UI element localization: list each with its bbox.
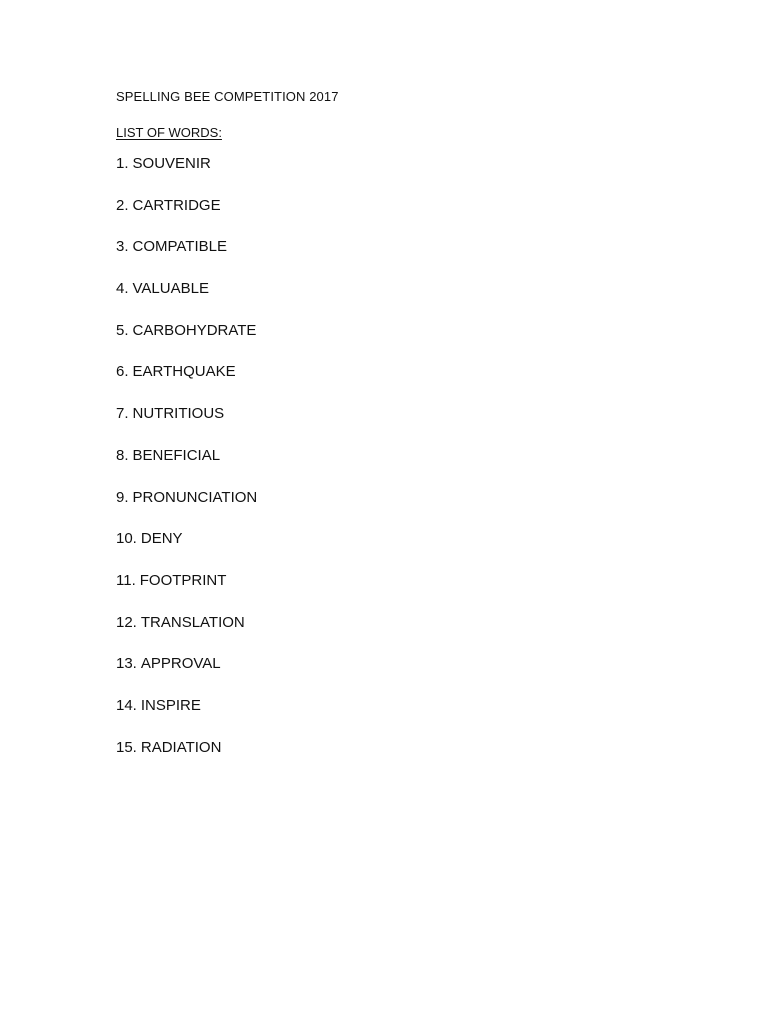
document-title: SPELLING BEE COMPETITION 2017 (116, 89, 339, 104)
word-number: 12. (116, 613, 137, 631)
word-number: 4. (116, 280, 129, 298)
word-number: 7. (116, 405, 129, 423)
word-item (116, 321, 716, 341)
word-number: 2. (116, 196, 129, 214)
word-item (116, 529, 716, 549)
word-number: 5. (116, 321, 129, 339)
word-item (116, 362, 716, 382)
word-text: CARTRIDGE (132, 196, 221, 214)
word-text: SOUVENIR (132, 155, 211, 172)
word-item (116, 654, 716, 674)
word-number: 6. (116, 363, 129, 381)
word-text: EARTHQUAKE (132, 363, 236, 381)
word-text: TRANSLATION (140, 613, 245, 631)
word-item (116, 154, 716, 174)
word-text: CARBOHYDRATE (132, 321, 257, 339)
word-number: 13. (116, 655, 137, 673)
word-item (116, 196, 716, 216)
word-number: 15. (116, 738, 137, 756)
word-item (116, 613, 716, 633)
word-number: 8. (116, 446, 129, 464)
word-number: 3. (116, 238, 129, 256)
word-number: 11. (116, 571, 136, 589)
word-item (116, 446, 716, 466)
word-text: INSPIRE (140, 696, 201, 714)
word-item (116, 571, 716, 591)
word-number: 1. (116, 155, 129, 172)
document-body (116, 88, 716, 779)
word-item (116, 696, 716, 716)
word-item (116, 738, 716, 758)
word-item (116, 488, 716, 508)
word-text: VALUABLE (132, 280, 209, 298)
word-item (116, 279, 716, 299)
word-text: PRONUNCIATION (132, 488, 258, 506)
word-text: FOOTPRINT (139, 571, 227, 589)
word-number: 10. (116, 530, 137, 548)
word-text: APPROVAL (140, 655, 221, 673)
word-text: COMPATIBLE (132, 238, 227, 256)
word-item (116, 237, 716, 257)
word-item (116, 404, 716, 424)
word-text: NUTRITIOUS (132, 405, 225, 423)
list-heading: LIST OF WORDS: (116, 125, 222, 140)
word-text: BENEFICIAL (132, 446, 221, 464)
word-number: 14. (116, 696, 137, 714)
word-list (116, 154, 716, 758)
word-text: RADIATION (140, 738, 222, 756)
word-text: DENY (140, 530, 183, 548)
word-number: 9. (116, 488, 129, 506)
